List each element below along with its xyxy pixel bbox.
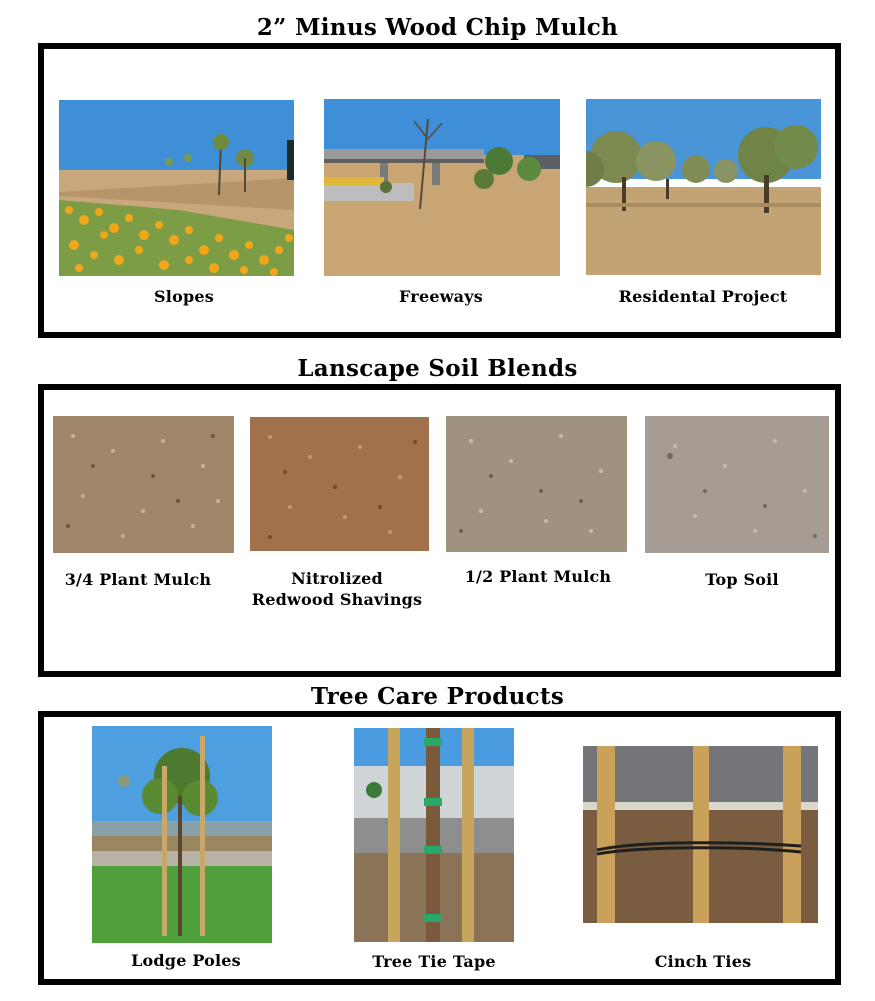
caption-cinch-ties: Cinch Ties bbox=[654, 952, 752, 971]
caption-tree-tie-tape: Tree Tie Tape bbox=[372, 952, 496, 971]
caption-slopes: Slopes bbox=[154, 287, 214, 306]
residental-project-photo bbox=[586, 99, 821, 275]
section-title-tree-care-products: Tree Care Products bbox=[310, 683, 565, 710]
half-plant-mulch-photo bbox=[446, 416, 627, 552]
section-title-wood-chip-mulch: 2” Minus Wood Chip Mulch bbox=[256, 14, 619, 41]
tree-tie-tape-photo bbox=[354, 728, 514, 942]
caption-freeways: Freeways bbox=[399, 287, 483, 306]
three-quarter-plant-mulch-photo bbox=[53, 416, 234, 553]
caption-lodge-poles: Lodge Poles bbox=[131, 951, 241, 970]
caption-residental-project: Residental Project bbox=[618, 287, 788, 306]
nitrolized-redwood-shavings-photo bbox=[250, 417, 429, 551]
lodge-poles-photo bbox=[92, 726, 272, 943]
freeways-photo bbox=[324, 99, 560, 276]
caption-half-plant-mulch: 1/2 Plant Mulch bbox=[464, 567, 612, 586]
caption-nitrolized-redwood-shavings: Nitrolized Redwood Shavings bbox=[251, 569, 423, 609]
cinch-ties-photo bbox=[583, 746, 818, 923]
caption-top-soil: Top Soil bbox=[705, 570, 779, 589]
slopes-photo bbox=[59, 100, 294, 276]
top-soil-photo bbox=[645, 416, 829, 553]
section-title-soil-blends: Lanscape Soil Blends bbox=[297, 355, 578, 382]
caption-three-quarter-plant-mulch: 3/4 Plant Mulch bbox=[64, 570, 212, 589]
